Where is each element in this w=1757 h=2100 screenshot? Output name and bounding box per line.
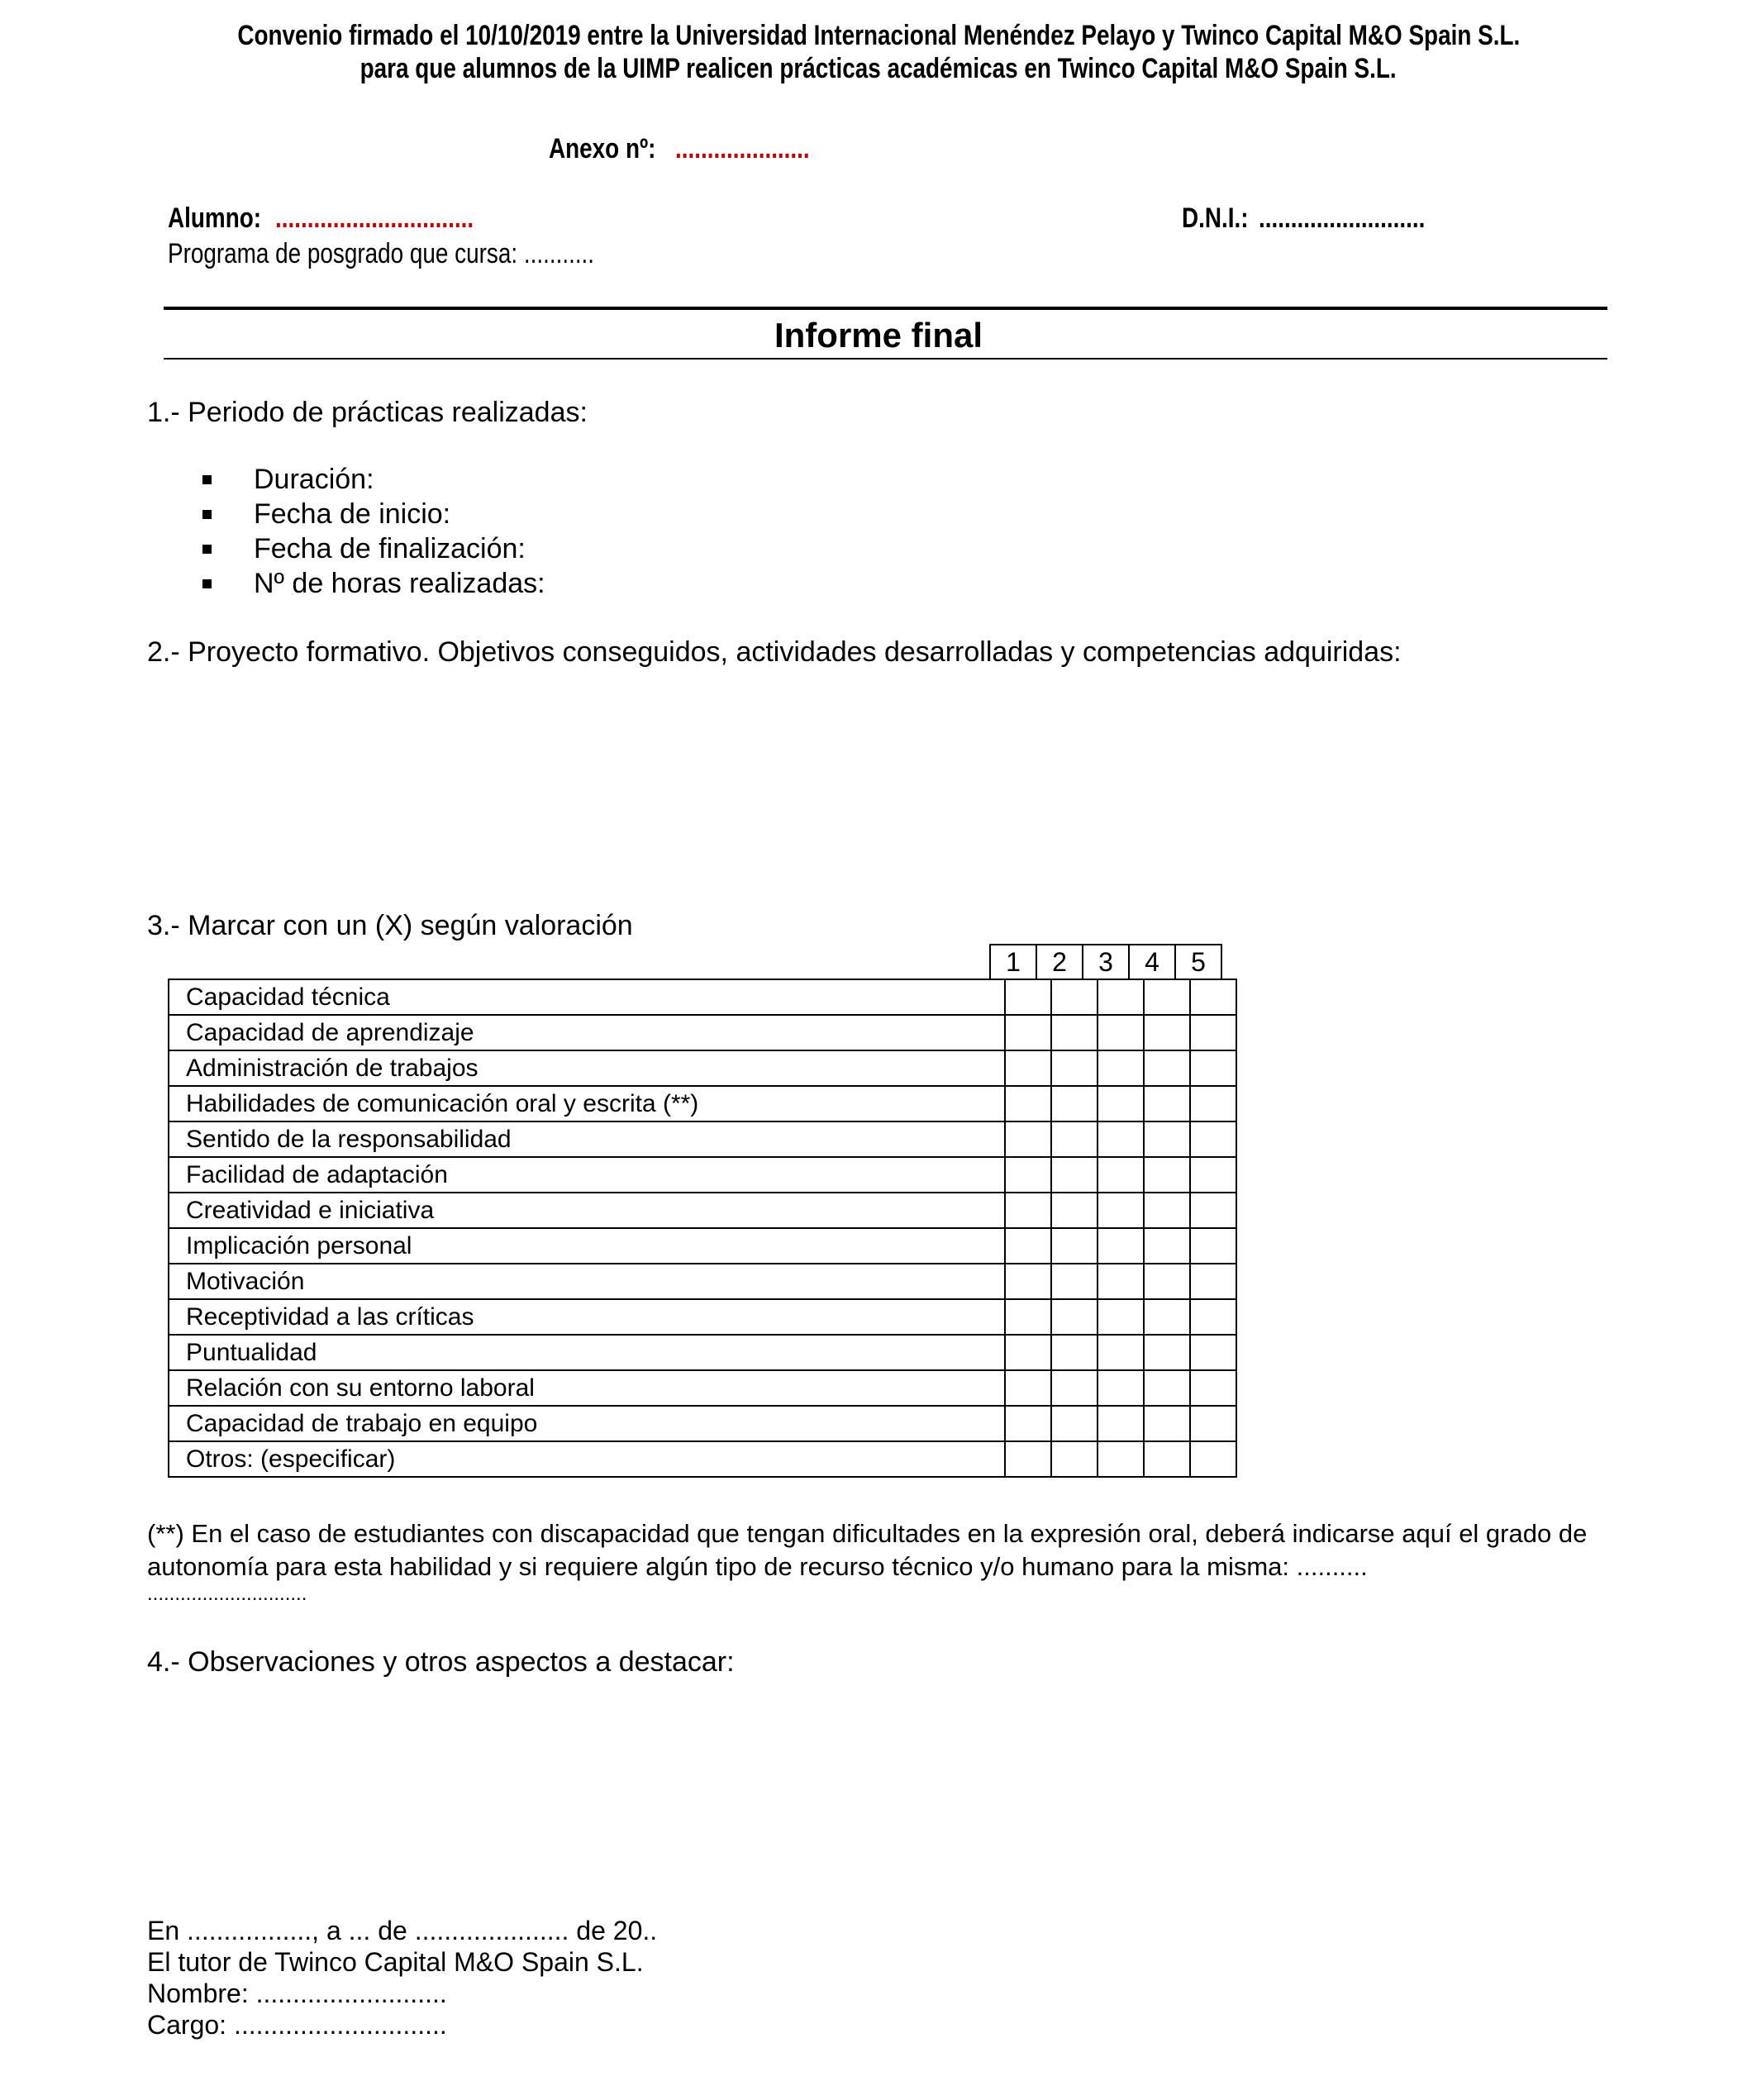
rating-checkbox-1[interactable] bbox=[1005, 1121, 1051, 1157]
note-line-1: (**) En el caso de estudiantes con discapacidad que tengan dificultades en la expresión oral, deberá indicarse aquí el grado de bbox=[147, 1519, 1588, 1548]
criterion-label: Otros: (especificar) bbox=[169, 1441, 1005, 1477]
rating-checkbox-1[interactable] bbox=[1005, 1086, 1051, 1121]
rating-checkbox-5[interactable] bbox=[1190, 1370, 1236, 1406]
table-row bbox=[169, 1193, 1236, 1228]
rating-checkbox-2[interactable] bbox=[1051, 1299, 1098, 1335]
rating-checkbox-4[interactable] bbox=[1144, 1015, 1190, 1050]
rating-checkbox-4[interactable] bbox=[1144, 1086, 1190, 1121]
rating-checkbox-3[interactable] bbox=[1098, 979, 1144, 1015]
criterion-label: Implicación personal bbox=[169, 1228, 1005, 1264]
rating-checkbox-1[interactable] bbox=[1005, 979, 1051, 1015]
rating-checkbox-2[interactable] bbox=[1051, 1228, 1098, 1264]
criterion-label: Sentido de la responsabilidad bbox=[169, 1121, 1005, 1157]
rating-checkbox-2[interactable] bbox=[1051, 1335, 1098, 1370]
rating-checkbox-4[interactable] bbox=[1144, 1335, 1190, 1370]
rating-checkbox-5[interactable] bbox=[1190, 1228, 1236, 1264]
bullet-icon bbox=[202, 579, 212, 588]
rating-checkbox-5[interactable] bbox=[1190, 1193, 1236, 1228]
rating-checkbox-1[interactable] bbox=[1005, 1193, 1051, 1228]
agreement-header-line-1: Convenio firmado el 10/10/2019 entre la Universidad Internacional Menéndez Pelayo y Twinco Capital M&O Spain S.L. bbox=[237, 20, 1520, 51]
bullet-icon bbox=[202, 545, 212, 554]
table-row bbox=[169, 1157, 1236, 1193]
criterion-label: Capacidad de aprendizaje bbox=[169, 1015, 1005, 1050]
rating-checkbox-3[interactable] bbox=[1098, 1406, 1144, 1441]
rating-checkbox-5[interactable] bbox=[1190, 1441, 1236, 1477]
rating-checkbox-2[interactable] bbox=[1051, 1121, 1098, 1157]
section-3-heading: 3.- Marcar con un (X) según valoración bbox=[147, 910, 633, 941]
criterion-label: Administración de trabajos bbox=[169, 1050, 1005, 1086]
scale-4: 4 bbox=[1129, 945, 1175, 979]
rating-checkbox-1[interactable] bbox=[1005, 1015, 1051, 1050]
rating-checkbox-4[interactable] bbox=[1144, 1157, 1190, 1193]
rating-checkbox-1[interactable] bbox=[1005, 1406, 1051, 1441]
rating-checkbox-2[interactable] bbox=[1051, 1370, 1098, 1406]
alumno-value: ............................... bbox=[275, 202, 474, 234]
section-1-heading: 1.- Periodo de prácticas realizadas: bbox=[147, 397, 588, 428]
rating-checkbox-3[interactable] bbox=[1098, 1228, 1144, 1264]
rating-checkbox-4[interactable] bbox=[1144, 1193, 1190, 1228]
rating-checkbox-5[interactable] bbox=[1190, 1121, 1236, 1157]
rating-checkbox-3[interactable] bbox=[1098, 1015, 1144, 1050]
bullet-icon bbox=[202, 475, 212, 484]
criterion-label: Capacidad técnica bbox=[169, 979, 1005, 1015]
rating-checkbox-2[interactable] bbox=[1051, 1193, 1098, 1228]
signature-tutor: El tutor de Twinco Capital M&O Spain S.L. bbox=[147, 1947, 644, 1977]
report-title: Informe final bbox=[774, 316, 983, 355]
rating-checkbox-5[interactable] bbox=[1190, 1264, 1236, 1299]
rating-checkbox-1[interactable] bbox=[1005, 1157, 1051, 1193]
list-item-duracion: Duración: bbox=[254, 464, 374, 495]
rating-checkbox-5[interactable] bbox=[1190, 1157, 1236, 1193]
rating-checkbox-1[interactable] bbox=[1005, 1299, 1051, 1335]
annex-label: Anexo nº: bbox=[549, 133, 656, 164]
alumno-label: Alumno: bbox=[168, 202, 262, 234]
rating-checkbox-3[interactable] bbox=[1098, 1157, 1144, 1193]
criterion-label: Relación con su entorno laboral bbox=[169, 1370, 1005, 1406]
table-row bbox=[169, 1370, 1236, 1406]
criterion-label: Receptividad a las críticas bbox=[169, 1299, 1005, 1335]
rating-checkbox-2[interactable] bbox=[1051, 979, 1098, 1015]
rating-checkbox-4[interactable] bbox=[1144, 1441, 1190, 1477]
dni-value: .......................... bbox=[1259, 202, 1426, 234]
rating-scale-header bbox=[989, 944, 1222, 980]
table-row bbox=[169, 1121, 1236, 1157]
scale-5: 5 bbox=[1175, 945, 1221, 979]
rating-checkbox-2[interactable] bbox=[1051, 1086, 1098, 1121]
rating-checkbox-1[interactable] bbox=[1005, 1370, 1051, 1406]
rating-checkbox-4[interactable] bbox=[1144, 979, 1190, 1015]
rating-table bbox=[168, 979, 1237, 1478]
note-line-2: autonomía para esta habilidad y si requiere algún tipo de recurso técnico y/o humano para la misma: .......... bbox=[147, 1552, 1368, 1581]
table-row bbox=[169, 1015, 1236, 1050]
bullet-icon bbox=[202, 510, 212, 519]
section-4-heading: 4.- Observaciones y otros aspectos a destacar: bbox=[147, 1646, 735, 1678]
rating-checkbox-5[interactable] bbox=[1190, 1015, 1236, 1050]
signature-place-date: En ................., a ... de ..................... de 20.. bbox=[147, 1916, 658, 1945]
rating-checkbox-4[interactable] bbox=[1144, 1050, 1190, 1086]
programa-field: Programa de posgrado que cursa: ........... bbox=[168, 238, 595, 269]
rating-checkbox-3[interactable] bbox=[1098, 1086, 1144, 1121]
table-row bbox=[169, 979, 1236, 1015]
title-bottom-rule bbox=[164, 358, 1607, 360]
scale-2: 2 bbox=[1036, 945, 1083, 979]
rating-checkbox-5[interactable] bbox=[1190, 1335, 1236, 1370]
rating-checkbox-5[interactable] bbox=[1190, 1086, 1236, 1121]
table-row bbox=[169, 1050, 1236, 1086]
criterion-label: Creatividad e iniciativa bbox=[169, 1193, 1005, 1228]
annex-field bbox=[549, 133, 679, 165]
title-top-rule bbox=[164, 307, 1607, 310]
rating-checkbox-3[interactable] bbox=[1098, 1441, 1144, 1477]
rating-checkbox-5[interactable] bbox=[1190, 1299, 1236, 1335]
rating-checkbox-5[interactable] bbox=[1190, 1406, 1236, 1441]
table-row bbox=[169, 1086, 1236, 1121]
rating-checkbox-4[interactable] bbox=[1144, 1370, 1190, 1406]
rating-checkbox-2[interactable] bbox=[1051, 1157, 1098, 1193]
rating-checkbox-3[interactable] bbox=[1098, 1370, 1144, 1406]
section-2-heading: 2.- Proyecto formativo. Objetivos conseguidos, actividades desarrolladas y competencias adquiridas: bbox=[147, 636, 1402, 668]
table-row bbox=[169, 1406, 1236, 1441]
rating-checkbox-1[interactable] bbox=[1005, 1335, 1051, 1370]
table-row bbox=[169, 1335, 1236, 1370]
table-row bbox=[169, 1228, 1236, 1264]
criterion-label: Facilidad de adaptación bbox=[169, 1157, 1005, 1193]
rating-checkbox-4[interactable] bbox=[1144, 1406, 1190, 1441]
dni-label: D.N.I.: bbox=[1182, 202, 1249, 234]
rating-checkbox-1[interactable] bbox=[1005, 1264, 1051, 1299]
list-item-fecha-inicio: Fecha de inicio: bbox=[254, 498, 451, 530]
rating-checkbox-2[interactable] bbox=[1051, 1015, 1098, 1050]
signature-cargo: Cargo: ............................. bbox=[147, 2010, 447, 2040]
scale-1: 1 bbox=[990, 945, 1036, 979]
rating-checkbox-3[interactable] bbox=[1098, 1050, 1144, 1086]
rating-checkbox-2[interactable] bbox=[1051, 1050, 1098, 1086]
rating-checkbox-3[interactable] bbox=[1098, 1335, 1144, 1370]
agreement-header-line-2: para que alumnos de la UIMP realicen prácticas académicas en Twinco Capital M&O Spain S.L. bbox=[360, 53, 1397, 84]
rating-checkbox-4[interactable] bbox=[1144, 1299, 1190, 1335]
criterion-label: Puntualidad bbox=[169, 1335, 1005, 1370]
rating-checkbox-1[interactable] bbox=[1005, 1050, 1051, 1086]
table-row bbox=[169, 1299, 1236, 1335]
rating-checkbox-2[interactable] bbox=[1051, 1264, 1098, 1299]
rating-checkbox-5[interactable] bbox=[1190, 979, 1236, 1015]
rating-checkbox-1[interactable] bbox=[1005, 1441, 1051, 1477]
criterion-label: Capacidad de trabajo en equipo bbox=[169, 1406, 1005, 1441]
annex-value: ..................... bbox=[675, 133, 810, 164]
rating-checkbox-3[interactable] bbox=[1098, 1299, 1144, 1335]
rating-checkbox-2[interactable] bbox=[1051, 1406, 1098, 1441]
criterion-label: Habilidades de comunicación oral y escrita (**) bbox=[169, 1086, 1005, 1121]
rating-checkbox-3[interactable] bbox=[1098, 1264, 1144, 1299]
scale-3: 3 bbox=[1083, 945, 1129, 979]
rating-checkbox-4[interactable] bbox=[1144, 1264, 1190, 1299]
rating-checkbox-3[interactable] bbox=[1098, 1121, 1144, 1157]
signature-nombre: Nombre: .......................... bbox=[147, 1979, 447, 2008]
rating-checkbox-1[interactable] bbox=[1005, 1228, 1051, 1264]
rating-checkbox-4[interactable] bbox=[1144, 1121, 1190, 1157]
rating-checkbox-4[interactable] bbox=[1144, 1228, 1190, 1264]
note-line-3: ............................. bbox=[147, 1583, 307, 1605]
rating-checkbox-5[interactable] bbox=[1190, 1050, 1236, 1086]
criterion-label: Motivación bbox=[169, 1264, 1005, 1299]
rating-checkbox-3[interactable] bbox=[1098, 1193, 1144, 1228]
list-item-horas: Nº de horas realizadas: bbox=[254, 568, 545, 599]
table-row bbox=[169, 1441, 1236, 1477]
rating-checkbox-2[interactable] bbox=[1051, 1441, 1098, 1477]
table-row bbox=[169, 1264, 1236, 1299]
list-item-fecha-finalizacion: Fecha de finalización: bbox=[254, 533, 526, 564]
